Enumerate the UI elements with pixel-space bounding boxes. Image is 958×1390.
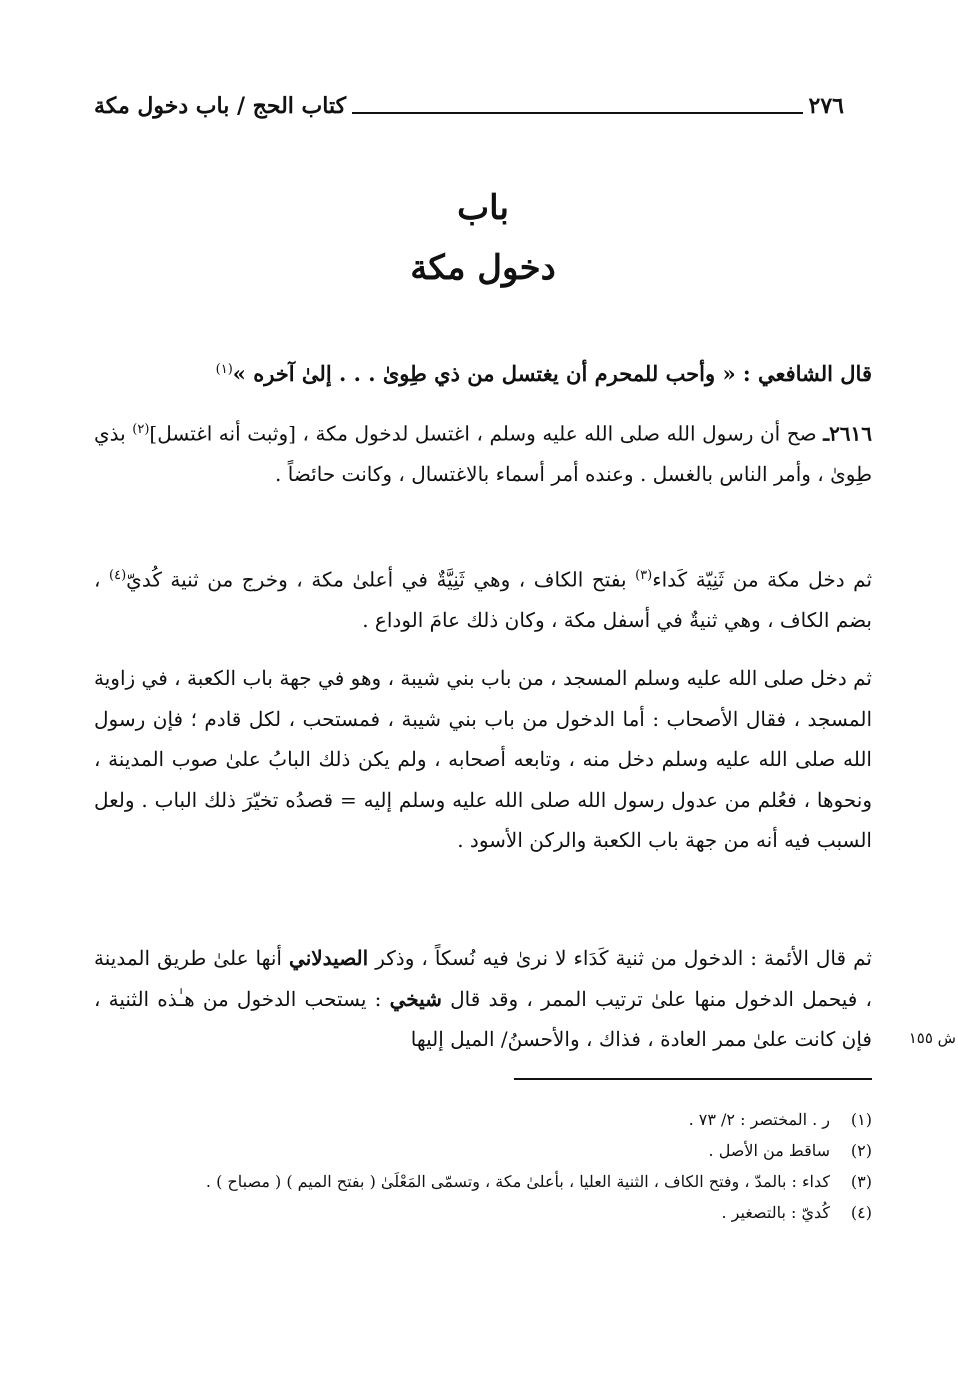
paragraph-text: صح أن رسول الله صلى الله عليه وسلم ، اغتسل لدخول مكة ، [وثبت أنه اغتسل] xyxy=(149,421,817,446)
paragraph-text: ثم قال الأئمة : الدخول من ثنية كَدَاء لا نرىٰ فيه نُسكاً ، وذكر xyxy=(375,946,872,970)
footnote-ref-2: (٢) xyxy=(132,422,150,437)
scholar-name: الصيدلاني xyxy=(289,946,369,970)
paragraph-text: ثم دخل صلى الله عليه وسلم المسجد ، من باب بني شيبة ، وهو في جهة باب الكعبة ، في زاوية المسجد ، فقال الأصحاب : أما الدخول من باب بني شيبة ، فمستحب ، لكل قادم ؛ فإن رسول الله صلى الله عليه وسلم دخل منه ، وتابعه أصحابه ، ولم يكن ذلك البابُ علىٰ صوب المدينة ، ونحوها ، فعُلم من عدول رسول الله صلى الله عليه وسلم إليه = قصدُه تخيّرَ ذلك الباب . ولعل السبب فيه أنه من جهة باب الكعبة والركن الأسود . xyxy=(94,666,873,852)
footnote xyxy=(94,1135,872,1166)
footnote xyxy=(94,1104,872,1135)
footnote-text: كداء : بالمدّ ، وفتح الكاف ، الثنية العليا ، بأعلىٰ مكة ، وتسمّى المَعْلَىٰ ( بفتح الميم ) ( مصباح ) . xyxy=(205,1172,830,1191)
paragraph-text: ثم دخل مكة من ثَنِيّة كَداء xyxy=(652,567,873,592)
paragraph-text: بذي طِوىٰ ، وأمر الناس بالغسل . وعنده أمر أسماء بالاغتسال ، وكانت حائضاً . xyxy=(94,421,872,487)
running-header xyxy=(94,86,844,126)
paragraph-2616 xyxy=(94,410,872,495)
chapter-heading-line1: باب xyxy=(457,188,509,228)
quote-text: قال الشافعي : « وأحب للمحرم أن يغتسل من ذي طِوىٰ . . . إلىٰ آخره » xyxy=(232,361,872,386)
footnote xyxy=(94,1197,872,1228)
footnote-ref-3: (٣) xyxy=(635,568,653,583)
paragraph-text: بفتح الكاف ، وهي ثَنِيَّةٌ في أعلىٰ مكة ، وخرج من ثنية كُديّ xyxy=(126,567,627,592)
paragraph-bani-shaybah xyxy=(94,658,872,861)
paragraph-number: ٢٦١٦ـ xyxy=(823,421,873,446)
footnote-ref-1: (١) xyxy=(215,362,233,377)
shafii-quote xyxy=(94,350,872,394)
footnote-number: (١) xyxy=(850,1110,872,1129)
footnote-separator xyxy=(514,1078,872,1080)
paragraph-kadaa xyxy=(94,556,872,641)
manuscript-folio-note: ش ١٥٥ xyxy=(908,1029,956,1047)
paragraph-text: : يستحب الدخول من هـٰذه الثنية ، فإن كانت علىٰ ممر العادة ، فذاك ، والأحسنُ/ الميل إليها xyxy=(94,986,872,1051)
footnote-number: (٣) xyxy=(850,1172,872,1191)
paragraph-text: ، بضم الكاف ، وهي ثنيةٌ في أسفل مكة ، وكان ذلك عامَ الوداع . xyxy=(94,567,872,633)
paragraph-aimmah xyxy=(94,938,872,1060)
footnote-ref-4: (٤) xyxy=(109,568,127,583)
page-number: ٢٧٦ xyxy=(808,93,844,119)
footnotes xyxy=(94,1104,872,1228)
running-title: كتاب الحج / باب دخول مكة xyxy=(94,93,347,119)
footnote xyxy=(94,1166,872,1197)
scholar-name: شيخي xyxy=(389,986,442,1011)
footnote-text: ر . المختصر : ٢/ ٧٣ . xyxy=(688,1110,830,1129)
footnote-number: (٢) xyxy=(850,1141,872,1160)
footnote-text: كُديّ : بالتصغير . xyxy=(721,1203,830,1222)
footnote-text: ساقط من الأصل . xyxy=(708,1141,830,1160)
footnote-number: (٤) xyxy=(850,1203,872,1222)
paragraph-text: أنها علىٰ طريق المدينة ، فيحمل الدخول منها علىٰ ترتيب الممر ، وقد قال xyxy=(94,946,872,1011)
chapter-heading-line2: دخول مكة xyxy=(410,248,556,288)
header-rule xyxy=(352,112,802,114)
